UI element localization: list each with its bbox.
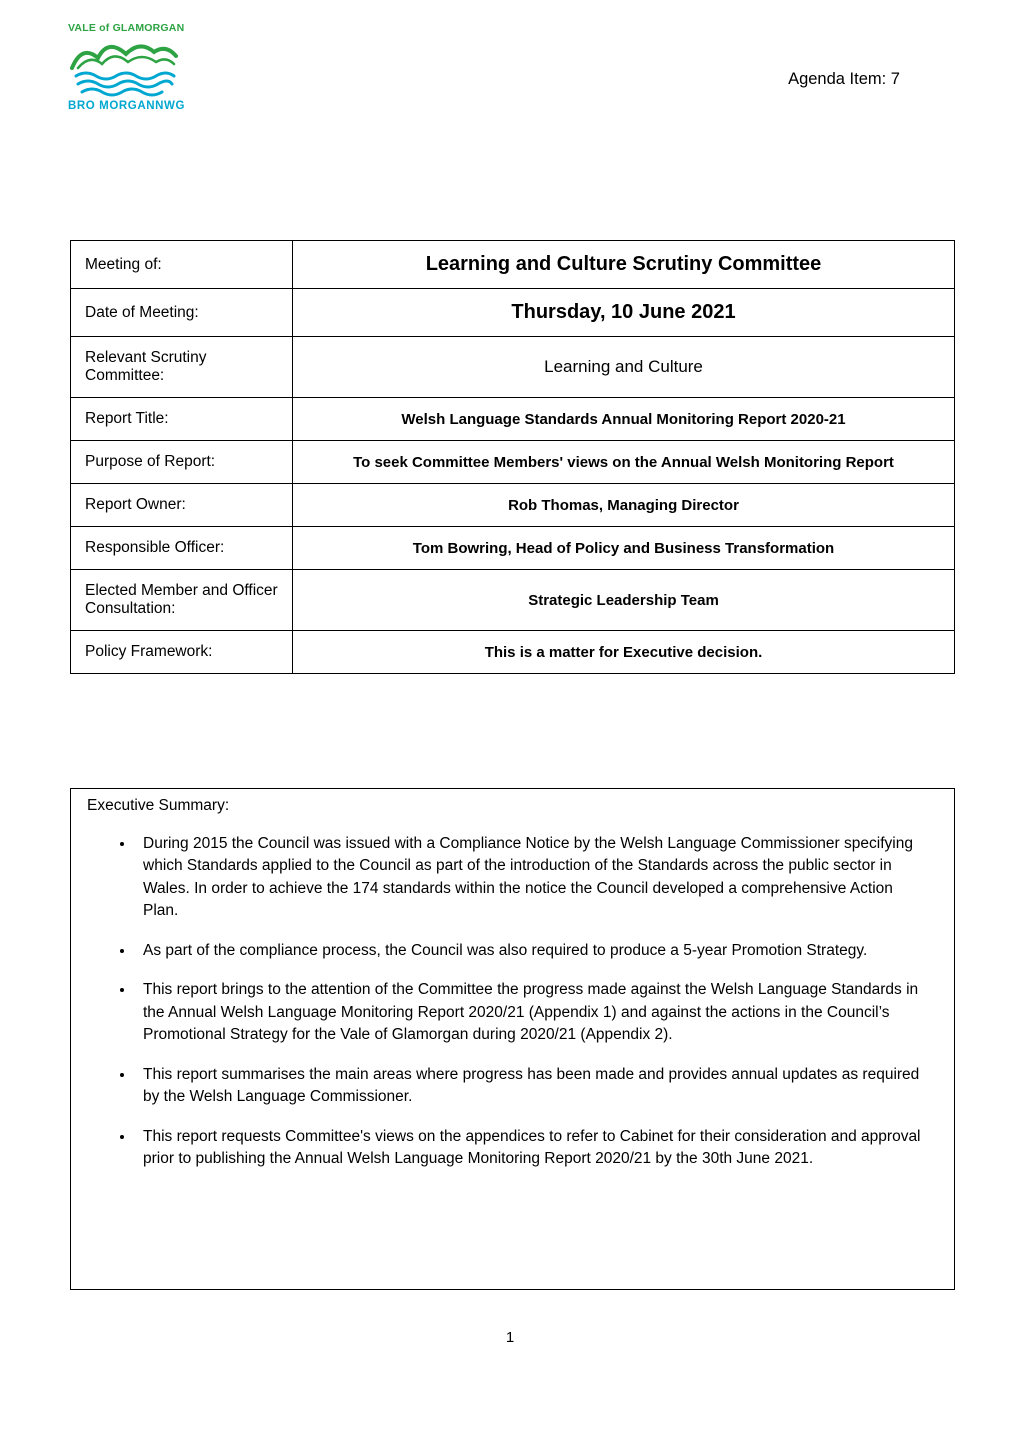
- logo-text-welsh: BRO MORGANNWG: [68, 100, 186, 112]
- policy-framework-value: This is a matter for Executive decision.: [484, 643, 763, 661]
- table-row-policy-framework: [71, 631, 954, 673]
- relevant-scrutiny-committee-value: Learning and Culture: [544, 357, 703, 376]
- elected-member-consultation-value: Strategic Leadership Team: [528, 591, 719, 609]
- row-label: Relevant Scrutiny Committee:: [71, 337, 293, 397]
- summary-bullet: • This report brings to the attention of the Committee the progress made against the Welsh Language Standards in the Annual Welsh Language Monitoring Report 2020/21 (Appendix 1) and against the actions in the Council’s Promotional Strategy for the Vale of Glamorgan during 2020/21 (Appendix 2).: [135, 979, 928, 1046]
- row-label: Elected Member and Officer Consultation:: [71, 570, 293, 630]
- report-owner-value: Rob Thomas, Managing Director: [508, 496, 739, 514]
- table-row-report-title: [71, 398, 954, 441]
- table-row-relevant-scrutiny-committee: [71, 337, 954, 398]
- purpose-of-report-value: To seek Committee Members' views on the Annual Welsh Monitoring Report: [353, 453, 894, 471]
- page-number: 1: [505, 1329, 515, 1346]
- table-row-elected-member-consultation: [71, 570, 954, 631]
- logo-text-english: VALE of GLAMORGAN: [68, 22, 185, 34]
- row-label: Responsible Officer:: [71, 527, 293, 569]
- summary-bullet: • This report summarises the main areas where progress has been made and provides annual updates as required by the Welsh Language Commissioner.: [135, 1064, 928, 1109]
- meeting-of-value: Learning and Culture Scrutiny Committee: [425, 253, 822, 275]
- agenda-item-label: Agenda Item: 7: [788, 70, 900, 88]
- row-label: Purpose of Report:: [71, 441, 293, 483]
- row-label: Meeting of:: [71, 241, 293, 288]
- row-label: Report Owner:: [71, 484, 293, 526]
- responsible-officer-value: Tom Bowring, Head of Policy and Business Transformation: [412, 539, 835, 557]
- summary-bullet: • This report requests Committee's views on the appendices to refer to Cabinet for their consideration and approval prior to publishing the Annual Welsh Language Monitoring Report 2020/21 by the 30th June 2021.: [135, 1126, 928, 1171]
- row-label: Date of Meeting:: [71, 289, 293, 336]
- logo-hills-waves-icon: [68, 34, 180, 98]
- vale-of-glamorgan-logo: [68, 22, 188, 112]
- summary-bullet: • As part of the compliance process, the Council was also required to produce a 5-year Promotion Strategy.: [135, 940, 928, 962]
- table-row-responsible-officer: [71, 527, 954, 570]
- executive-summary-heading: Executive Summary:: [87, 797, 230, 814]
- summary-bullet: • During 2015 the Council was issued with a Compliance Notice by the Welsh Language Commissioner specifying which Standards applied to the Council as part of the introduction of the Standards across the public sector in Wales. In order to achieve the 174 standards within the notice the Council developed a comprehensive Action Plan.: [135, 833, 928, 923]
- table-row-report-owner: [71, 484, 954, 527]
- page-header: [68, 22, 955, 112]
- table-row-meeting-of: [71, 241, 954, 289]
- table-row-date-of-meeting: [71, 289, 954, 337]
- executive-summary-list: [87, 833, 938, 1171]
- executive-summary-section: [70, 788, 955, 1290]
- report-info-table: [70, 240, 955, 674]
- report-title-value: Welsh Language Standards Annual Monitoring Report 2020-21: [401, 410, 846, 428]
- date-of-meeting-value: Thursday, 10 June 2021: [511, 301, 736, 323]
- table-row-purpose-of-report: [71, 441, 954, 484]
- row-label: Report Title:: [71, 398, 293, 440]
- row-label: Policy Framework:: [71, 631, 293, 673]
